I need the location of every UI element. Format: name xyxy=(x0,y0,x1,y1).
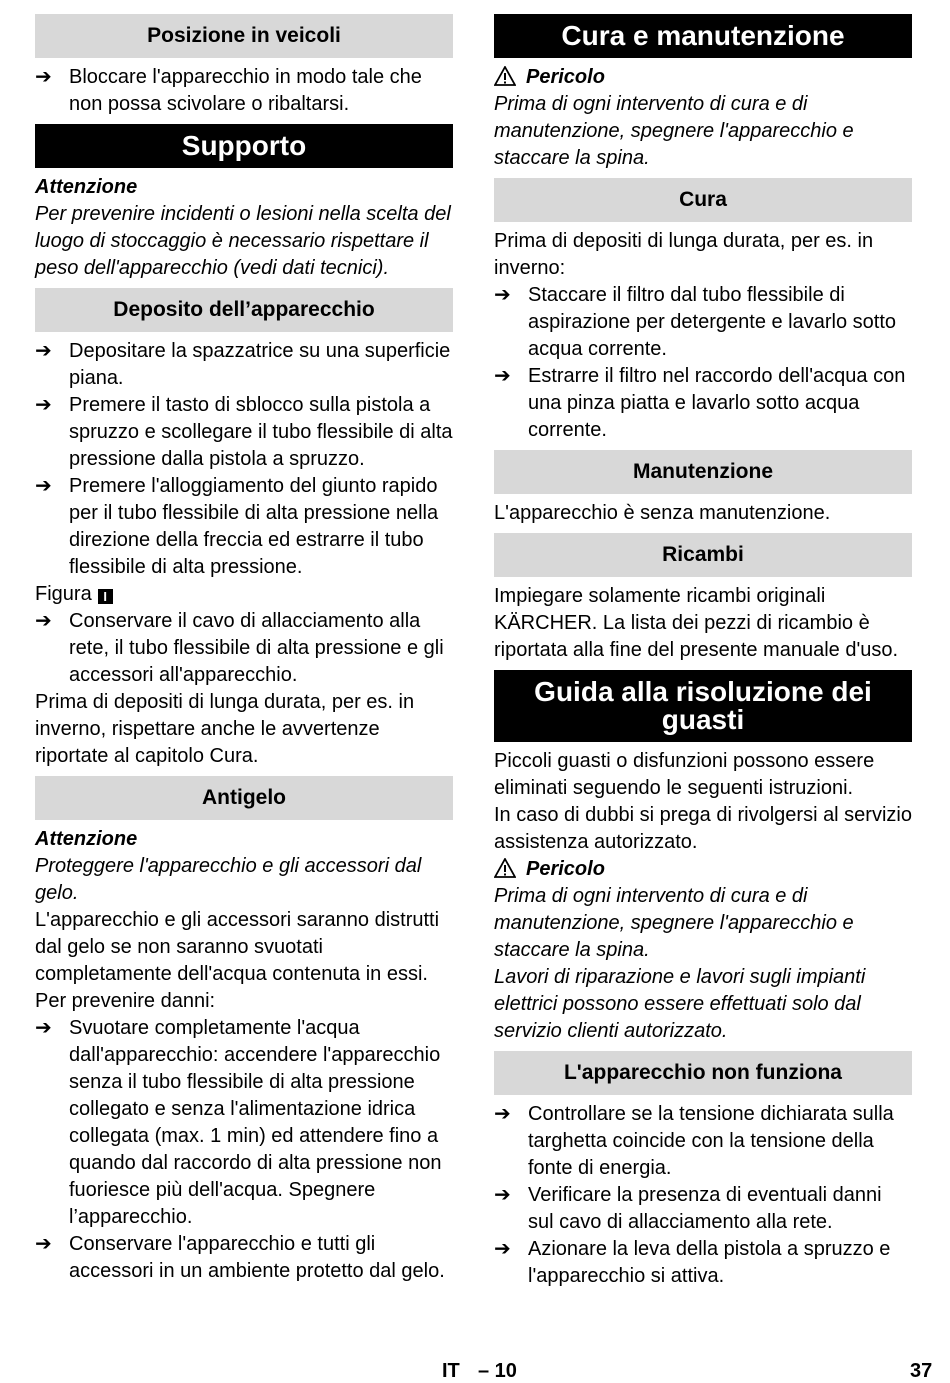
arrow-right-icon: ➔ xyxy=(494,284,511,306)
list-item: ➔ Bloccare l'apparecchio in modo tale che non possa scivolare o ribaltarsi. xyxy=(35,66,422,115)
warning-text: Proteggere l'apparecchio e gli accessori dal gelo. xyxy=(35,855,422,904)
heading-antigelo: Antigelo xyxy=(35,776,453,820)
list-item: ➔ Premere il tasto di sblocco sulla pistola a spruzzo e scollegare il tubo flessibile di alta pressione dalla pistola a spruzzo. xyxy=(35,394,453,470)
danger-text: Prima di ogni intervento di cura e di manutenzione, spegnere l'apparecchio e staccare la spina. xyxy=(494,93,854,169)
heading-deposito: Deposito dell’apparecchio xyxy=(35,288,453,332)
footer-section-page: – 10 xyxy=(478,1360,517,1382)
heading-cura: Cura xyxy=(494,178,912,222)
danger-text: Lavori di riparazione e lavori sugli impianti elettrici possono essere effettuati solo dal servizio clienti autorizzato. xyxy=(494,966,866,1042)
danger-text: Prima di ogni intervento di cura e di manutenzione, spegnere l'apparecchio e staccare la spina. xyxy=(494,885,854,961)
list-item: ➔ Staccare il filtro dal tubo flessibile di aspirazione per detergente e lavarlo sotto acqua corrente. xyxy=(494,284,897,360)
danger-title: Pericolo xyxy=(494,856,912,883)
warning-text: Per prevenire incidenti o lesioni nella scelta del luogo di stoccaggio è necessario rispettare il peso dell'apparecchio (vedi dati tecnici). xyxy=(35,203,451,279)
figure-reference: Figura I xyxy=(35,581,453,608)
list-item: ➔ Premere l'alloggiamento del giunto rapido per il tubo flessibile di alta pressione nella direzione della freccia ed estrarre il tubo flessibile di alta pressione. xyxy=(35,475,439,578)
arrow-right-icon: ➔ xyxy=(494,1184,511,1206)
heading-manutenzione: Manutenzione xyxy=(494,450,912,494)
list-item: ➔ Estrarre il filtro nel raccordo dell'acqua con una pinza piatta e lavarlo sotto acqua corrente. xyxy=(494,365,906,441)
list-item: ➔ Depositare la spazzatrice su una superficie piana. xyxy=(35,340,451,389)
warning-triangle-icon xyxy=(494,858,516,878)
right-column xyxy=(494,14,912,1290)
paragraph: Prima di depositi di lunga durata, per es. in inverno: xyxy=(494,230,874,279)
arrow-right-icon: ➔ xyxy=(35,1017,52,1039)
heading-guida: Guida alla risoluzione dei guasti xyxy=(494,670,912,742)
arrow-right-icon: ➔ xyxy=(35,610,52,632)
arrow-right-icon: ➔ xyxy=(35,394,52,416)
warning-title: Attenzione xyxy=(35,176,138,198)
paragraph: Prima di depositi di lunga durata, per es. in inverno, rispettare anche le avvertenze riportate al capitolo Cura. xyxy=(35,691,415,767)
list-item: ➔ Azionare la leva della pistola a spruzzo e l'apparecchio si attiva. xyxy=(494,1238,891,1287)
list-item: ➔ Controllare se la tensione dichiarata sulla targhetta coincide con la tensione della fonte di energia. xyxy=(494,1103,894,1179)
heading-non-funziona: L'apparecchio non funziona xyxy=(494,1051,912,1095)
paragraph: L'apparecchio è senza manutenzione. xyxy=(494,502,831,524)
arrow-right-icon: ➔ xyxy=(35,66,52,88)
list-item: ➔ Conservare il cavo di allacciamento alla rete, il tubo flessibile di alta pressione e gli accessori all'apparecchio. xyxy=(35,610,444,686)
arrow-right-icon: ➔ xyxy=(35,1233,52,1255)
footer-language: IT xyxy=(442,1360,460,1382)
arrow-right-icon: ➔ xyxy=(494,365,511,387)
heading-posizione: Posizione in veicoli xyxy=(35,14,453,58)
list-item: ➔ Verificare la presenza di eventuali danni sul cavo di allacciamento alla rete. xyxy=(494,1184,882,1233)
list-item: ➔ Svuotare completamente l'acqua dall'apparecchio: accendere l'apparecchio senza il tubo flessibile di alta pressione collegato e senza l'alimentazione idrica collegata (max. 1 min) ed attendere fino a quando dal raccordo di alta pressione non fuoriesce più dell'acqua. Spegnere l’apparecchio. xyxy=(35,1017,442,1228)
warning-triangle-icon xyxy=(494,66,516,86)
arrow-right-icon: ➔ xyxy=(494,1238,511,1260)
paragraph: Piccoli guasti o disfunzioni possono essere eliminati seguendo le seguenti istruzioni. xyxy=(494,750,875,799)
footer-page-number: 37 xyxy=(910,1360,933,1382)
heading-cura-manutenzione: Cura e manutenzione xyxy=(494,14,912,58)
warning-title: Attenzione xyxy=(35,828,138,850)
figure-number-badge: I xyxy=(98,589,113,604)
paragraph: Impiegare solamente ricambi originali KÄRCHER. La lista dei pezzi di ricambio è riportata alla fine del presente manuale d'uso. xyxy=(494,585,899,661)
heading-ricambi: Ricambi xyxy=(494,533,912,577)
left-column xyxy=(35,14,453,1285)
paragraph: L'apparecchio e gli accessori saranno distrutti dal gelo se non saranno svuotati completamente dell'acqua contenuta in essi. Per prevenire danni: xyxy=(35,909,440,1012)
paragraph: In caso di dubbi si prega di rivolgersi al servizio assistenza autorizzato. xyxy=(494,804,912,853)
list-item: ➔ Conservare l'apparecchio e tutti gli accessori in un ambiente protetto dal gelo. xyxy=(35,1233,445,1282)
heading-supporto: Supporto xyxy=(35,124,453,168)
arrow-right-icon: ➔ xyxy=(494,1103,511,1125)
danger-title: Pericolo xyxy=(494,64,912,91)
arrow-right-icon: ➔ xyxy=(35,475,52,497)
arrow-right-icon: ➔ xyxy=(35,340,52,362)
